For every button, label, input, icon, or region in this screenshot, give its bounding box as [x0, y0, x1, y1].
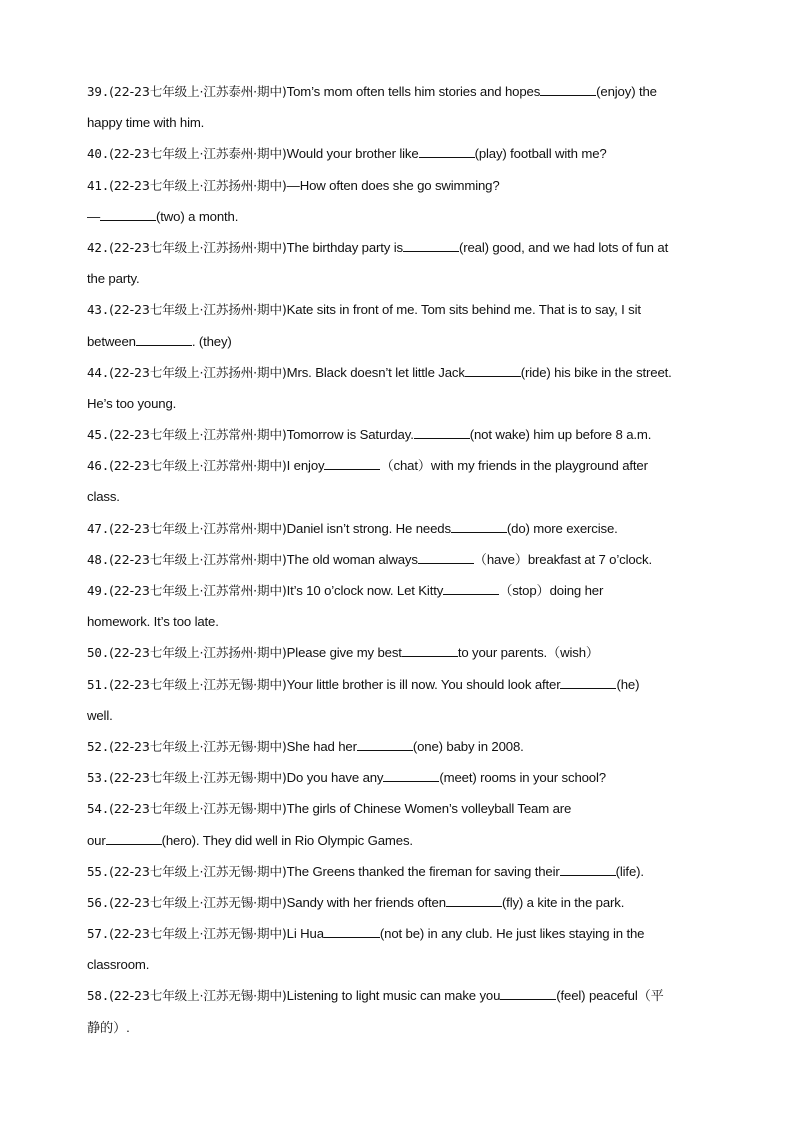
- question-hint: (play) football with me?: [474, 146, 607, 162]
- question-line: [87, 450, 717, 481]
- question-hint: . (they): [191, 333, 232, 349]
- question-line: [87, 637, 717, 668]
- answer-blank[interactable]: [357, 739, 413, 751]
- question-text: class.: [87, 489, 120, 505]
- question-number: 57.: [87, 926, 110, 942]
- answer-blank[interactable]: [414, 427, 470, 439]
- question-source: (22-23七年级上·江苏泰州·期中): [109, 146, 287, 162]
- question-number: 53.: [87, 770, 110, 786]
- question-line: [87, 918, 717, 949]
- question-number: 39.: [87, 84, 110, 99]
- question-continuation-line: [87, 700, 717, 731]
- question-line: [87, 232, 717, 263]
- question-hint: (not wake) him up before 8 a.m.: [469, 427, 652, 443]
- question-line: [87, 793, 717, 824]
- question-continuation-line: [87, 481, 717, 512]
- question-line: [87, 731, 717, 762]
- question-source: (22-23七年级上·江苏扬州·期中): [109, 645, 287, 661]
- question-text: our: [87, 832, 106, 848]
- question-text: —: [87, 208, 101, 224]
- question-number: 43.: [87, 302, 110, 318]
- question-text: I enjoy: [286, 458, 325, 474]
- question-hint: （chat）with my friends in the playground after: [380, 458, 648, 474]
- question-text: 静的）.: [87, 1019, 130, 1035]
- answer-blank[interactable]: [560, 864, 616, 876]
- answer-blank[interactable]: [402, 645, 458, 657]
- answer-blank[interactable]: [465, 365, 521, 377]
- question-line: [87, 762, 717, 793]
- question-text: Would your brother like: [286, 146, 419, 162]
- question-text: Kate sits in front of me. Tom sits behind me. That is to say, I sit: [286, 302, 641, 318]
- question-text: well.: [87, 707, 113, 723]
- question-continuation-line: [87, 326, 717, 357]
- question-continuation-line: [87, 388, 717, 419]
- question-continuation-line: [87, 606, 717, 637]
- answer-blank[interactable]: [383, 770, 439, 782]
- question-source: (22-23七年级上·江苏无锡·期中): [109, 926, 287, 942]
- question-hint: (hero). They did well in Rio Olympic Games.: [161, 832, 413, 848]
- question-hint: (real) good, and we had lots of fun at: [458, 239, 669, 255]
- question-source: (22-23七年级上·江苏无锡·期中): [109, 988, 287, 1004]
- question-continuation-line: [87, 949, 717, 980]
- question-number: 50.: [87, 645, 110, 661]
- question-source: (22-23七年级上·江苏泰州·期中): [109, 84, 287, 99]
- question-hint: (one) baby in 2008.: [412, 738, 524, 754]
- question-number: 42.: [87, 239, 110, 255]
- question-continuation-line: [87, 263, 717, 294]
- question-hint: （have）breakfast at 7 o’clock.: [473, 551, 652, 567]
- question-line: [87, 575, 717, 606]
- question-source: (22-23七年级上·江苏无锡·期中): [109, 770, 287, 786]
- question-text: Li Hua: [286, 926, 324, 942]
- question-line: [87, 76, 717, 107]
- question-line: [87, 513, 717, 544]
- question-source: (22-23七年级上·江苏常州·期中): [109, 583, 287, 598]
- question-text: Mrs. Black doesn’t let little Jack: [286, 364, 465, 380]
- question-text: The birthday party is: [286, 239, 403, 255]
- question-text: Your little brother is ill now. You should look after: [286, 676, 561, 692]
- question-text: Listening to light music can make you: [286, 988, 501, 1004]
- answer-blank[interactable]: [136, 334, 192, 346]
- question-text: The old woman always: [286, 551, 418, 567]
- question-number: 51.: [87, 676, 110, 692]
- question-hint: (do) more exercise.: [506, 520, 618, 536]
- answer-blank[interactable]: [443, 583, 499, 595]
- exercise-list: [87, 76, 717, 1043]
- question-text: Please give my best: [286, 645, 402, 661]
- question-hint: (life).: [615, 863, 644, 879]
- question-line: [87, 669, 717, 700]
- question-number: 49.: [87, 583, 110, 598]
- question-number: 44.: [87, 364, 110, 380]
- question-text: Do you have any: [286, 770, 384, 786]
- question-text: He’s too young.: [87, 395, 177, 411]
- question-text: classroom.: [87, 957, 150, 973]
- question-number: 40.: [87, 146, 110, 162]
- question-text: happy time with him.: [87, 115, 205, 131]
- question-number: 46.: [87, 458, 110, 474]
- answer-blank[interactable]: [403, 240, 459, 252]
- question-hint: (two) a month.: [156, 208, 239, 224]
- question-number: 48.: [87, 551, 110, 567]
- question-hint: （stop）doing her: [499, 583, 604, 598]
- answer-blank[interactable]: [540, 84, 596, 96]
- answer-blank[interactable]: [106, 833, 162, 845]
- question-text: The Greens thanked the fireman for saving their: [286, 863, 560, 879]
- answer-blank[interactable]: [446, 895, 502, 907]
- question-number: 52.: [87, 738, 110, 754]
- question-hint: (he): [616, 676, 640, 692]
- question-line: [87, 887, 717, 918]
- question-line: [87, 856, 717, 887]
- question-source: (22-23七年级上·江苏扬州·期中): [109, 177, 287, 193]
- question-source: (22-23七年级上·江苏常州·期中): [109, 458, 287, 474]
- question-source: (22-23七年级上·江苏常州·期中): [109, 551, 287, 567]
- answer-blank[interactable]: [324, 926, 380, 938]
- question-text: the party.: [87, 271, 140, 287]
- question-line: [87, 357, 717, 388]
- question-line: [87, 980, 717, 1011]
- question-source: (22-23七年级上·江苏无锡·期中): [109, 863, 287, 879]
- answer-blank[interactable]: [500, 988, 556, 1000]
- answer-blank[interactable]: [560, 677, 616, 689]
- question-continuation-line: [87, 825, 717, 856]
- question-line: [87, 170, 717, 201]
- question-hint: (fly) a kite in the park.: [501, 894, 625, 910]
- question-source: (22-23七年级上·江苏无锡·期中): [109, 676, 287, 692]
- question-text: She had her: [286, 738, 357, 754]
- question-text: Daniel isn’t strong. He needs: [286, 520, 451, 536]
- answer-blank[interactable]: [451, 521, 507, 533]
- question-source: (22-23七年级上·江苏扬州·期中): [109, 239, 287, 255]
- question-source: (22-23七年级上·江苏扬州·期中): [109, 364, 287, 380]
- question-number: 58.: [87, 988, 110, 1004]
- question-number: 56.: [87, 894, 110, 910]
- question-hint: to your parents.（wish）: [457, 645, 599, 661]
- question-text: Tom’s mom often tells him stories and hopes: [286, 84, 541, 99]
- question-number: 54.: [87, 801, 110, 817]
- question-text: —How often does she go swimming?: [286, 177, 500, 193]
- answer-blank[interactable]: [100, 209, 156, 221]
- answer-blank[interactable]: [418, 552, 474, 564]
- question-line: [87, 544, 717, 575]
- question-hint: (not be) in any club. He just likes staying in the: [379, 926, 645, 942]
- question-source: (22-23七年级上·江苏常州·期中): [109, 427, 287, 443]
- question-line: [87, 294, 717, 325]
- question-continuation-line: [87, 107, 717, 138]
- question-continuation-line: [87, 1012, 717, 1043]
- question-number: 55.: [87, 863, 110, 879]
- question-text: The girls of Chinese Women’s volleyball Team are: [286, 801, 572, 817]
- question-source: (22-23七年级上·江苏无锡·期中): [109, 738, 287, 754]
- question-text: Tomorrow is Saturday.: [286, 427, 414, 443]
- answer-blank[interactable]: [324, 458, 380, 470]
- answer-blank[interactable]: [419, 146, 475, 158]
- question-text: between: [87, 333, 136, 349]
- question-number: 45.: [87, 427, 110, 443]
- question-hint: (meet) rooms in your school?: [439, 770, 606, 786]
- question-source: (22-23七年级上·江苏无锡·期中): [109, 801, 287, 817]
- question-hint: (feel) peaceful（平: [556, 988, 664, 1004]
- question-line: [87, 138, 717, 169]
- question-text: Sandy with her friends often: [286, 894, 446, 910]
- question-hint: (ride) his bike in the street.: [520, 364, 672, 380]
- question-source: (22-23七年级上·江苏常州·期中): [109, 520, 287, 536]
- question-text: It’s 10 o’clock now. Let Kitty: [286, 583, 444, 598]
- question-continuation-line: [87, 201, 717, 232]
- question-line: [87, 419, 717, 450]
- question-number: 47.: [87, 520, 110, 536]
- question-text: homework. It’s too late.: [87, 614, 219, 630]
- question-number: 41.: [87, 177, 110, 193]
- question-hint: (enjoy) the: [596, 84, 657, 99]
- question-source: (22-23七年级上·江苏扬州·期中): [109, 302, 287, 318]
- question-source: (22-23七年级上·江苏无锡·期中): [109, 894, 287, 910]
